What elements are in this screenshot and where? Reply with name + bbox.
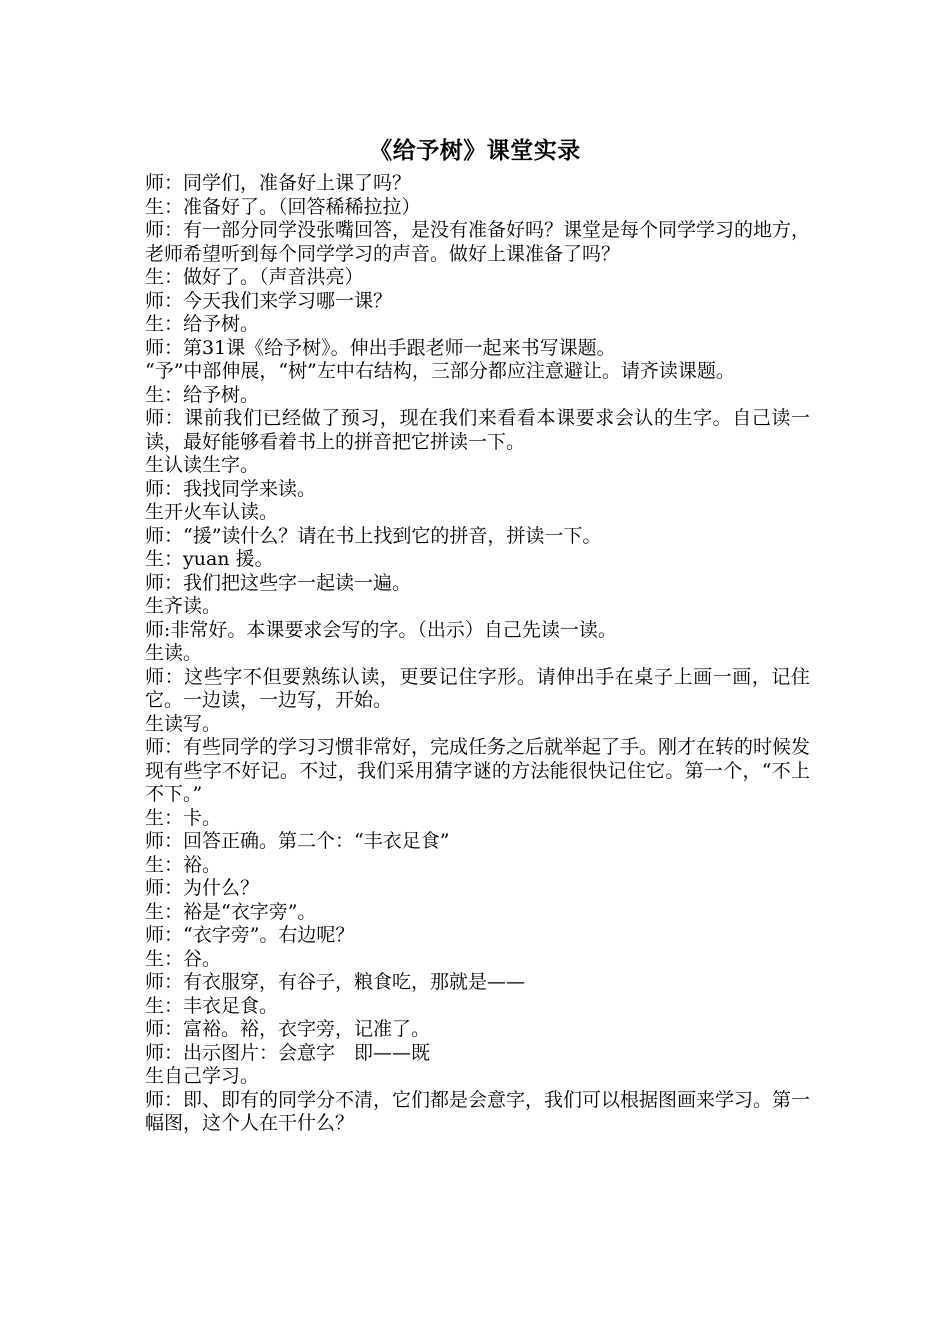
transcript-line: 师：回答正确。第二个：“丰衣足食” <box>145 830 450 852</box>
transcript-line: 师：有一部分同学没张嘴回答，是没有准备好吗？课堂是每个同学学习的地方，老师希望听到每个同学学习的声音。做好上课准备了吗？ <box>145 219 811 265</box>
transcript-line: 生齐读。 <box>145 595 222 617</box>
transcript-line: 师:非常好。本课要求会写的字。（出示）自己先读一读。 <box>145 618 617 641</box>
transcript-line: 师：有些同学的学习习惯非常好，完成任务之后就举起了手。刚才在转的时候发现有些字不好记。不过，我们采用猜字谜的方法能很快记住它。第一个，“不上不下。” <box>145 736 811 805</box>
transcript-line: 生：做好了。（声音洪亮） <box>145 266 364 288</box>
transcript-line: 师：我们把这些字一起读一遍。 <box>145 571 412 594</box>
transcript-line: 生：yuan 援。 <box>145 548 274 570</box>
transcript-line: 生：谷。 <box>145 947 222 970</box>
transcript-line: 师：有衣服穿，有谷子，粮食吃，那就是—— <box>145 971 526 993</box>
transcript-line: 师：课前我们已经做了预习，现在我们来看看本课要求会认的生字。自己读一读，最好能够看着书上的拼音把它拼读一下。 <box>145 407 810 453</box>
transcript-line: 师：出示图片：会意字 即——既 <box>145 1041 431 1064</box>
transcript-line: 师：第31课《给予树》。伸出手跟老师一起来书写课题。 <box>145 336 616 359</box>
transcript-line: 师：我找同学来读。 <box>145 477 317 500</box>
transcript-line: 生读。 <box>145 642 203 664</box>
transcript-line: 师：同学们，准备好上课了吗？ <box>145 172 412 194</box>
transcript-line: 生开火车认读。 <box>145 501 279 523</box>
transcript-line: 生认读生字。 <box>145 454 260 476</box>
transcript-line: 生：准备好了。（回答稀稀拉拉） <box>145 195 421 218</box>
transcript-line: 师：即、即有的同学分不清，它们都是会意字，我们可以根据图画来学习。第一幅图，这个人在干什么？ <box>145 1088 811 1134</box>
transcript-line: 师：“衣字旁”。右边呢？ <box>145 924 355 946</box>
transcript-line: 生：给予树。 <box>145 313 260 335</box>
document-title: 《给予树》课堂实录 <box>369 137 581 164</box>
transcript-line: 生：给予树。 <box>145 383 260 406</box>
transcript-line: 生自己学习。 <box>145 1065 260 1087</box>
transcript-line: 生：卡。 <box>145 806 222 829</box>
transcript-line: 生：裕是“衣字旁”。 <box>145 900 317 923</box>
transcript-line: 生：丰衣足食。 <box>145 994 279 1017</box>
transcript-line: 师：这些字不但要熟练认读，更要记住字形。请伸出手在桌子上画一画，记住它。一边读，一边写，开始。 <box>145 665 810 711</box>
transcript-line: 师：为什么？ <box>145 877 260 899</box>
transcript-line: 师：“援”读什么？请在书上找到它的拼音，拼读一下。 <box>145 524 602 547</box>
transcript-line: 生读写。 <box>145 712 222 735</box>
transcript-line: 师：今天我们来学习哪一课？ <box>145 289 393 312</box>
document-body <box>145 172 810 1136</box>
transcript-line: “予”中部伸展，“树”左中右结构，三部分都应注意避让。请齐读课题。 <box>145 360 735 382</box>
transcript-line: 生：裕。 <box>145 853 222 876</box>
transcript-line: 师：富裕。裕，衣字旁，记准了。 <box>145 1018 431 1040</box>
